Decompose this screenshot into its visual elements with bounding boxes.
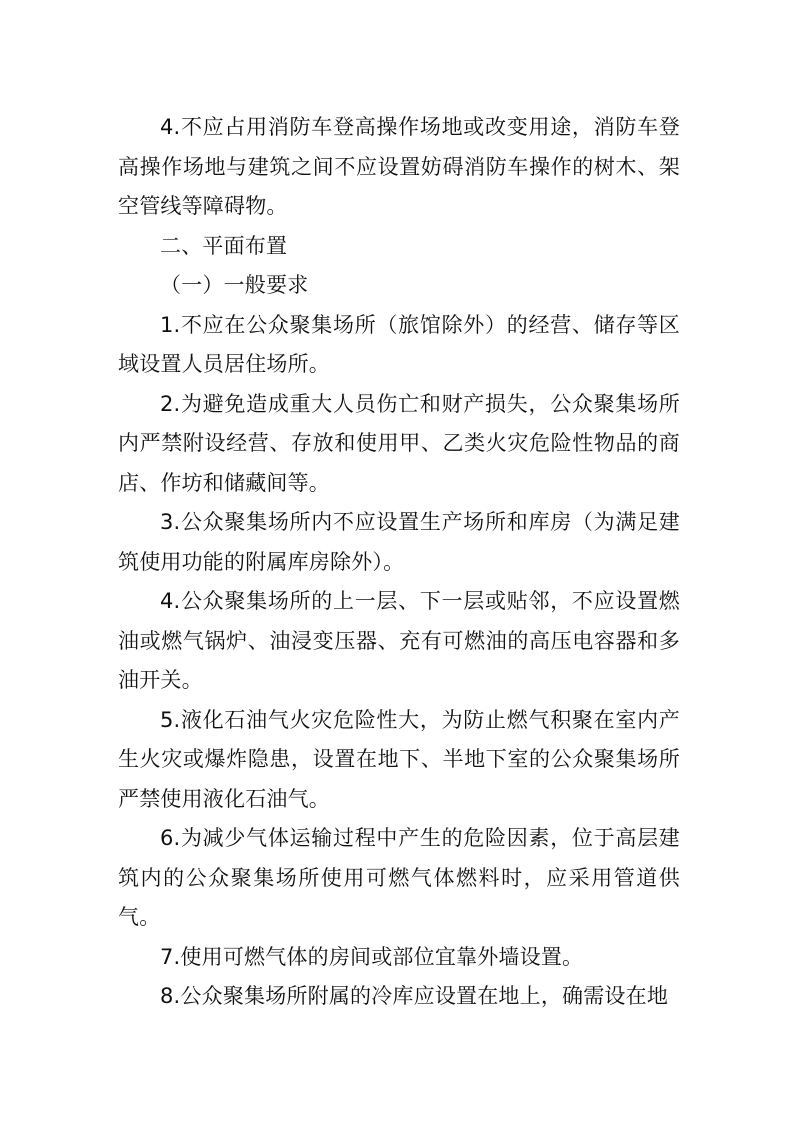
paragraph-item-6: 6.为减少气体运输过程中产生的危险因素，位于高层建筑内的公众聚集场所使用可燃气体燃料时，应采用管道供气。 bbox=[118, 826, 680, 929]
paragraph-fire-truck-operation-site: 4.不应占用消防车登高操作场地或改变用途，消防车登高操作场地与建筑之间不应设置妨碍消防车操作的树木、架空管线等障碍物。 bbox=[118, 115, 680, 218]
subsection-heading-general-requirements: （一）一般要求 bbox=[160, 273, 309, 297]
paragraph-item-5: 5.液化石油气火灾危险性大，为防止燃气积聚在室内产生火灾或爆炸隐患，设置在地下、半地下室的公众聚集场所严禁使用液化石油气。 bbox=[118, 707, 680, 811]
paragraph-item-8: 8.公众聚集场所附属的冷库应设置在地上，确需设在地 bbox=[160, 984, 669, 1008]
section-heading-floor-layout: 二、平面布置 bbox=[160, 233, 288, 258]
paragraph-item-7: 7.使用可燃气体的房间或部位宜靠外墙设置。 bbox=[160, 944, 584, 969]
paragraph-item-4: 4.公众聚集场所的上一层、下一层或贴邻，不应设置燃油或燃气锅炉、油浸变压器、充有可燃油的高压电容器和多油开关。 bbox=[118, 589, 680, 692]
document-body bbox=[118, 108, 680, 1017]
paragraph-item-1: 1.不应在公众聚集场所（旅馆除外）的经营、储存等区域设置人员居住场所。 bbox=[118, 312, 680, 376]
paragraph-item-2: 2.为避免造成重大人员伤亡和财产损失，公众聚集场所内严禁附设经营、存放和使用甲、乙类火灾危险性物品的商店、作坊和储藏间等。 bbox=[118, 391, 680, 495]
paragraph-item-3: 3.公众聚集场所内不应设置生产场所和库房（为满足建筑使用功能的附属库房除外）。 bbox=[118, 510, 680, 574]
